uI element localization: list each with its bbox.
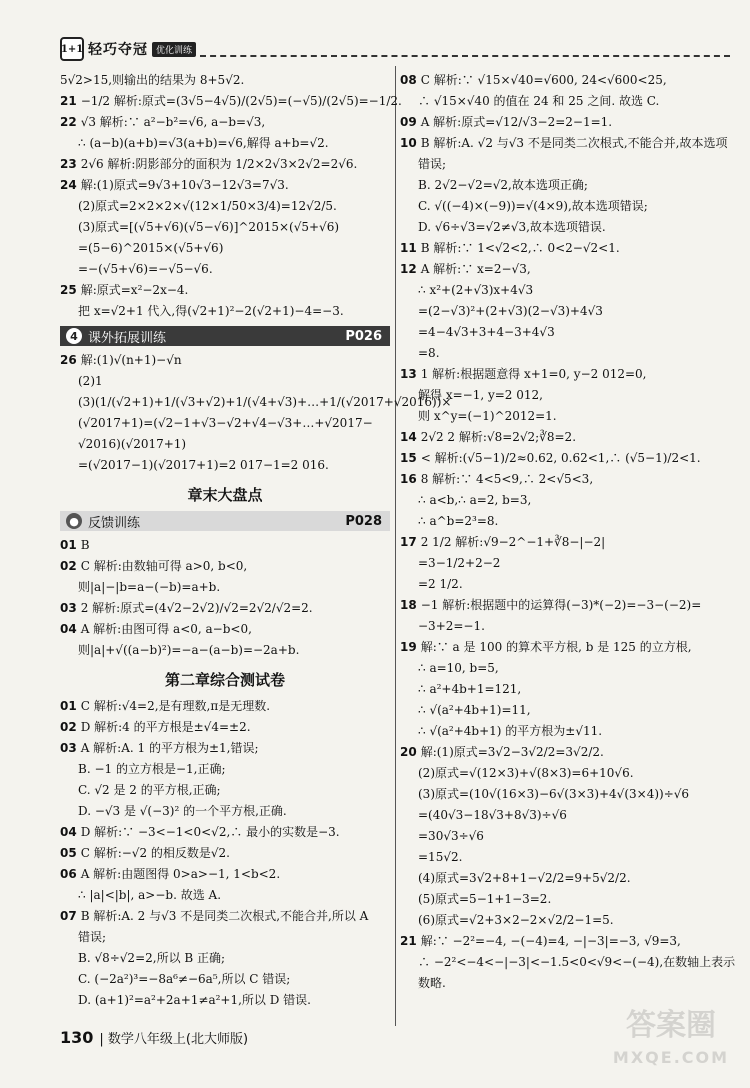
brand-name: 轻巧夺冠	[88, 42, 148, 58]
answer-line	[400, 679, 730, 700]
answer-text: ∴ √(a²+4b+1)=11,	[418, 703, 531, 717]
answer-line	[60, 455, 390, 476]
answer-line	[60, 413, 390, 434]
answer-entry	[400, 931, 736, 994]
question-number: 04	[60, 622, 77, 636]
answer-entry	[400, 532, 730, 595]
answer-text: 8 解析:∵ 4<5<9,∴ 2<√5<3,	[420, 472, 594, 486]
answer-line	[400, 448, 730, 469]
answer-entry	[60, 91, 402, 112]
answer-line	[400, 364, 730, 385]
question-number: 24	[60, 178, 77, 192]
answer-line	[400, 112, 730, 133]
answer-text: 错误;	[418, 157, 447, 171]
answer-line	[60, 927, 390, 948]
page-number: 130	[60, 1028, 94, 1047]
watermark-bottom: MXQE.COM	[612, 1048, 730, 1067]
answer-text: =30√3÷√6	[418, 829, 484, 843]
answer-line	[400, 847, 730, 868]
question-number: 05	[60, 846, 77, 860]
answer-text: (3)(1/(√2+1)+1/(√3+√2)+1/(√4+√3)+…+1/(√2017+√2016))×	[78, 395, 452, 409]
answer-line	[400, 259, 730, 280]
answer-text: 则|a|−|b=a−(−b)=a+b.	[78, 580, 221, 594]
answer-line	[60, 948, 390, 969]
answer-entry	[400, 427, 730, 448]
answer-text: A 解析:∵ x=2−√3,	[420, 262, 531, 276]
answer-line	[60, 822, 390, 843]
answer-line	[60, 577, 390, 598]
answer-text: (√2017+1)=(√2−1+√3−√2+√4−√3+…+√2017−	[78, 416, 373, 430]
answer-text: (2)原式=2×2×2×√(12×1/50×3/4)=12√2/5.	[78, 199, 337, 213]
answer-line	[60, 392, 452, 413]
question-number: 01	[60, 699, 77, 713]
answer-entry	[400, 637, 730, 742]
answer-line	[400, 280, 730, 301]
answer-text: =(5−6)^2015×(√5+√6)	[78, 241, 224, 255]
answer-line	[400, 322, 730, 343]
answer-line	[400, 175, 730, 196]
answer-text: D. √6÷√3=√2≠√3,故本选项错误.	[418, 220, 606, 234]
section-bar	[60, 326, 390, 346]
answer-line	[400, 217, 730, 238]
answer-text: −1/2 解析:原式=(3√5−4√5)/(2√5)=(−√5)/(2√5)=−1/2.	[80, 94, 402, 108]
answer-text: ∴ a=10, b=5,	[418, 661, 499, 675]
answer-entry	[400, 112, 730, 133]
question-number: 03	[60, 741, 77, 755]
question-number: 12	[400, 262, 417, 276]
answer-text: (3)原式=[(√5+√6)(√5−√6)]^2015×(√5+√6)	[78, 220, 340, 234]
answer-text: 解:(1)√(n+1)−√n	[80, 353, 182, 367]
answer-text: C 解析:−√2 的相反数是√2.	[80, 846, 230, 860]
answer-text: 把 x=√2+1 代入,得(√2+1)²−2(√2+1)−4=−3.	[78, 304, 344, 318]
answer-entry	[60, 556, 390, 598]
answer-text: 5√2>15,则输出的结果为 8+5√2.	[60, 73, 245, 87]
section-bar	[60, 511, 390, 531]
answer-text: ∴ a²+4b+1=121,	[418, 682, 522, 696]
answer-text: ∴ −2²<−4<−|−3|<−1.5<0<√9<−(−4),在数轴上表示	[418, 955, 736, 969]
right-column	[400, 70, 736, 994]
answer-line	[400, 532, 730, 553]
answer-entry	[60, 717, 390, 738]
answer-text: C 解析:∵ √15×√40=√600, 24<√600<25,	[420, 73, 667, 87]
answer-text: 2√6 解析:阴影部分的面积为 1/2×2√3×2√2=2√6.	[80, 157, 358, 171]
answer-line	[400, 931, 730, 952]
answer-line	[60, 843, 390, 864]
answer-line	[60, 196, 390, 217]
question-number: 01	[60, 538, 77, 552]
answer-entry	[400, 448, 730, 469]
answer-entry	[60, 112, 390, 154]
answer-line	[400, 406, 730, 427]
answer-line	[60, 154, 390, 175]
section-bar-title: 反馈训练	[88, 515, 141, 531]
section-badge-icon: 4	[66, 328, 82, 344]
question-number: 14	[400, 430, 417, 444]
answer-text: 2 解析:原式=(4√2−2√2)/√2=2√2/√2=2.	[80, 601, 313, 615]
answer-text: =8.	[418, 346, 440, 360]
answer-text: D 解析:∵ −3<−1<0<√2,∴ 最小的实数是−3.	[80, 825, 340, 839]
answer-text: D. (a+1)²=a²+2a+1≠a²+1,所以 D 错误.	[78, 993, 311, 1007]
answer-entry	[400, 133, 730, 238]
answer-line	[400, 301, 730, 322]
answer-text: ∴ a^b=2³=8.	[418, 514, 499, 528]
answer-text: C 解析:由数轴可得 a>0, b<0,	[80, 559, 248, 573]
answer-line	[60, 640, 390, 661]
answer-text: 解得 x=−1, y=2 012,	[418, 388, 543, 402]
answer-text: B 解析:A. 2 与√3 不是同类二次根式,不能合并,所以 A	[80, 909, 369, 923]
answer-text: 解:(1)原式=3√2−3√2/2=3√2/2.	[420, 745, 604, 759]
answer-text: =(2−√3)²+(2+√3)(2−√3)+4√3	[418, 304, 603, 318]
answer-text: 解:∵ a 是 100 的算术平方根, b 是 125 的立方根,	[420, 640, 692, 654]
question-number: 04	[60, 825, 77, 839]
answer-entry	[60, 906, 390, 1011]
answer-line	[60, 217, 390, 238]
question-number: 13	[400, 367, 417, 381]
answer-line	[400, 469, 730, 490]
question-number: 21	[400, 934, 417, 948]
answer-text: ∴ x²+(2+√3)x+4√3	[418, 283, 534, 297]
answer-text: √2016)(√2017+1)	[78, 437, 187, 451]
answer-line	[60, 885, 390, 906]
answer-line	[60, 619, 390, 640]
answer-text: 2 1/2 解析:√9−2^−1+∛8−|−2|	[420, 535, 606, 549]
question-number: 15	[400, 451, 417, 465]
answer-line	[400, 910, 730, 931]
watermark-logo	[606, 1010, 736, 1080]
answer-text: D 解析:4 的平方根是±√4=±2.	[80, 720, 251, 734]
answer-text: =3−1/2+2−2	[418, 556, 501, 570]
answer-text: −1 解析:根据题中的运算得(−3)*(−2)=−3−(−2)=	[420, 598, 702, 612]
book-title: 数学八年级上(北大师版)	[107, 1032, 249, 1047]
answer-text: =2 1/2.	[418, 577, 463, 591]
question-number: 09	[400, 115, 417, 129]
answer-entry	[60, 822, 390, 843]
answer-line	[400, 826, 730, 847]
answer-line	[400, 763, 730, 784]
answer-text: 1 解析:根据题意得 x+1=0, y−2 012=0,	[420, 367, 647, 381]
answer-line	[60, 906, 390, 927]
answer-line	[400, 952, 736, 973]
question-number: 25	[60, 283, 77, 297]
answer-entry	[60, 696, 390, 717]
answer-line	[400, 490, 730, 511]
answer-line	[400, 238, 730, 259]
answer-text: B	[80, 538, 90, 552]
answer-text: ∴ (a−b)(a+b)=√3(a+b)=√6,解得 a+b=√2.	[78, 136, 329, 150]
answer-line	[400, 616, 730, 637]
answer-line	[400, 133, 730, 154]
column-divider	[395, 66, 396, 1026]
answer-line	[60, 301, 390, 322]
answer-entry	[400, 238, 730, 259]
watermark-top: 答案圈	[626, 1008, 716, 1043]
answer-text: A 解析:A. 1 的平方根为±1,错误;	[80, 741, 259, 755]
answer-line	[60, 864, 390, 885]
question-number: 21	[60, 94, 77, 108]
answer-line	[400, 343, 730, 364]
answer-entry	[60, 619, 390, 661]
question-number: 17	[400, 535, 417, 549]
answer-line	[400, 637, 730, 658]
answer-line	[60, 780, 390, 801]
question-number: 11	[400, 241, 417, 255]
answer-line	[400, 889, 730, 910]
answer-text: (2)1	[78, 374, 103, 388]
question-number: 22	[60, 115, 77, 129]
answer-line	[400, 868, 730, 889]
page-header	[60, 36, 730, 62]
answer-line	[400, 553, 730, 574]
header-rule	[200, 55, 730, 57]
answer-text: C. √((−4)×(−9))=√(4×9),故本选项错误;	[418, 199, 648, 213]
page-footer: 130 | 数学八年级上(北大师版)	[60, 1028, 249, 1047]
answer-line	[60, 112, 390, 133]
answer-line	[60, 434, 390, 455]
answer-text: B 解析:∵ 1<√2<2,∴ 0<2−√2<1.	[420, 241, 620, 255]
answer-entry	[60, 175, 390, 280]
answer-line	[400, 70, 730, 91]
answer-line	[400, 511, 730, 532]
answer-text: =−(√5+√6)=−√5−√6.	[78, 262, 213, 276]
answer-entry	[400, 742, 730, 931]
answer-line	[60, 175, 390, 196]
answer-line	[60, 759, 390, 780]
answer-line	[400, 574, 730, 595]
section-page-ref: P028	[345, 513, 382, 529]
answer-text: ∴ a<b,∴ a=2, b=3,	[418, 493, 532, 507]
answer-text: A 解析:由图可得 a<0, a−b<0,	[80, 622, 252, 636]
section-badge-icon: ●	[66, 513, 82, 529]
question-number: 19	[400, 640, 417, 654]
answer-entry	[400, 595, 730, 637]
answer-text: 2√2 2 解析:√8=2√2;∛8=2.	[420, 430, 577, 444]
answer-text: =15√2.	[418, 850, 463, 864]
answer-text: =4−4√3+3+4−3+4√3	[418, 325, 555, 339]
answer-line	[60, 91, 402, 112]
question-number: 06	[60, 867, 77, 881]
question-number: 26	[60, 353, 77, 367]
answer-text: ∴ √(a²+4b+1) 的平方根为±√11.	[418, 724, 603, 738]
answer-text: 解:(1)原式=9√3+10√3−12√3=7√3.	[80, 178, 289, 192]
answer-line	[60, 259, 390, 280]
answer-text: 错误;	[78, 930, 107, 944]
question-number: 16	[400, 472, 417, 486]
question-number: 03	[60, 601, 77, 615]
answer-line	[60, 598, 390, 619]
answer-line	[400, 595, 730, 616]
answer-line	[400, 385, 730, 406]
answer-entry	[60, 864, 390, 906]
answer-line	[60, 70, 390, 91]
answer-line	[400, 973, 730, 994]
answer-entry	[60, 154, 390, 175]
answer-text: =(40√3−18√3+8√3)÷√6	[418, 808, 567, 822]
answer-entry	[60, 843, 390, 864]
answer-line	[60, 350, 390, 371]
brand-subtitle: 优化训练	[152, 42, 196, 57]
answer-text: A 解析:原式=√12/√3−2=2−1=1.	[420, 115, 613, 129]
answer-entry	[400, 469, 730, 532]
answer-line	[400, 805, 730, 826]
answer-text: < 解析:(√5−1)/2≈0.62, 0.62<1,∴ (√5−1)/2<1.	[420, 451, 701, 465]
answer-line	[400, 658, 730, 679]
answer-text: (3)原式=(10√(16×3)−6√(3×3)+4√(3×4))÷√6	[418, 787, 690, 801]
section-page-ref: P026	[345, 328, 382, 344]
answer-text: C. √2 是 2 的平方根,正确;	[78, 783, 221, 797]
answer-line	[60, 738, 390, 759]
answer-line	[60, 133, 390, 154]
answer-text: C 解析:√4=2,是有理数,π是无理数.	[80, 699, 271, 713]
answer-line	[60, 969, 390, 990]
answer-line	[60, 238, 390, 259]
answer-line	[60, 801, 390, 822]
answer-line	[400, 91, 730, 112]
answer-text: ∴ |a|<|b|, a>−b. 故选 A.	[78, 888, 222, 902]
answer-entry	[400, 364, 730, 427]
answer-text: A 解析:由题图得 0>a>−1, 1<b<2.	[80, 867, 281, 881]
answer-line	[60, 535, 390, 556]
question-number: 20	[400, 745, 417, 759]
answer-text: 解:∵ −2²=−4, −(−4)=4, −|−3|=−3, √9=3,	[420, 934, 681, 948]
answer-line	[60, 696, 390, 717]
answer-line	[400, 721, 730, 742]
answer-text: 解:原式=x²−2x−4.	[80, 283, 189, 297]
answer-text: 则|a|+√((a−b)²)=−a−(a−b)=−2a+b.	[78, 643, 300, 657]
brand-logo	[60, 38, 196, 60]
section-bar-title: 课外拓展训练	[88, 330, 167, 346]
question-number: 02	[60, 559, 77, 573]
answer-line	[60, 556, 390, 577]
answer-line	[60, 990, 390, 1011]
question-number: 02	[60, 720, 77, 734]
answer-line	[400, 742, 730, 763]
answer-entry	[60, 535, 390, 556]
answer-text: B. −1 的立方根是−1,正确;	[78, 762, 226, 776]
answer-entry	[60, 738, 390, 822]
question-number: 10	[400, 136, 417, 150]
answer-text: C. (−2a²)³=−8a⁶≠−6a⁵,所以 C 错误;	[78, 972, 291, 986]
answer-text: (4)原式=3√2+8+1−√2/2=9+5√2/2.	[418, 871, 631, 885]
question-number: 23	[60, 157, 77, 171]
answer-text: B. √8÷√2=2,所以 B 正确;	[78, 951, 226, 965]
logo-mark-icon: 1+1	[60, 37, 84, 61]
section-title: 章末大盘点	[187, 486, 263, 504]
answer-entry	[60, 280, 390, 322]
answer-entry	[60, 598, 390, 619]
section-title: 第二章综合测试卷	[164, 671, 285, 689]
answer-line	[400, 784, 730, 805]
answer-text: 则 x^y=(−1)^2012=1.	[418, 409, 557, 423]
answer-text: =(√2017−1)(√2017+1)=2 017−1=2 016.	[78, 458, 329, 472]
answer-line	[60, 371, 390, 392]
answer-entry	[400, 259, 730, 364]
answer-text: (6)原式=√2+3×2−2×√2/2−1=5.	[418, 913, 614, 927]
answer-line	[60, 717, 390, 738]
answer-text: ∴ √15×√40 的值在 24 和 25 之间. 故选 C.	[418, 94, 660, 108]
answer-line	[400, 154, 730, 175]
answer-entry	[60, 70, 390, 91]
question-number: 07	[60, 909, 77, 923]
answer-entry	[400, 70, 730, 112]
answer-text: D. −√3 是 √(−3)² 的一个平方根,正确.	[78, 804, 287, 818]
question-number: 08	[400, 73, 417, 87]
answer-text: √3 解析:∵ a²−b²=√6, a−b=√3,	[80, 115, 266, 129]
answer-text: B. 2√2−√2=√2,故本选项正确;	[418, 178, 588, 192]
answer-line	[400, 427, 730, 448]
answer-text: −3+2=−1.	[418, 619, 485, 633]
answer-text: 数略.	[418, 976, 446, 990]
answer-text: (5)原式=5−1+1−3=2.	[418, 892, 552, 906]
answer-line	[400, 196, 730, 217]
answer-text: (2)原式=√(12×3)+√(8×3)=6+10√6.	[418, 766, 634, 780]
answer-text: B 解析:A. √2 与√3 不是同类二次根式,不能合并,故本选项	[420, 136, 728, 150]
answer-line	[400, 700, 730, 721]
answer-line	[60, 280, 390, 301]
question-number: 18	[400, 598, 417, 612]
